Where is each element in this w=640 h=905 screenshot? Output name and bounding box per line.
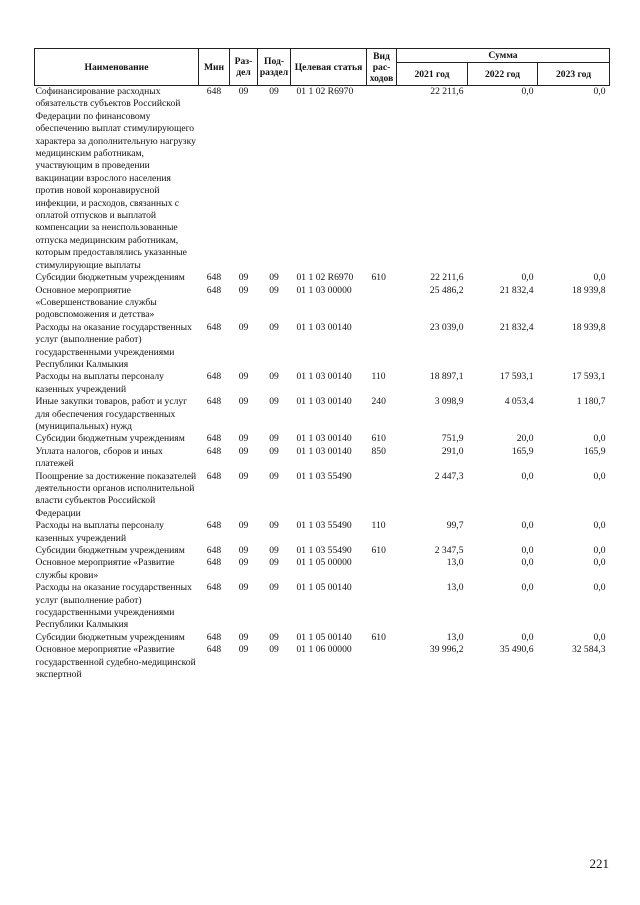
table-row [35, 371, 610, 396]
row-podrazdel-cell: 09 [269, 545, 279, 557]
row-min-cell: 648 [206, 433, 222, 445]
table-row [35, 285, 610, 322]
table-row [35, 545, 610, 557]
row-sum-2021-cell: 2 347,5 [434, 545, 464, 557]
row-celevaya-statya-cell: 01 1 05 00140 [296, 582, 352, 594]
row-podrazdel-cell: 09 [269, 445, 279, 457]
row-sum-2022-cell: 0,0 [521, 470, 534, 482]
row-sum-2021-cell: 25 486,2 [429, 284, 464, 296]
row-podrazdel-cell: 09 [269, 86, 279, 97]
header-celevaya-statya: Целевая статья [291, 49, 367, 86]
page-number: 221 [589, 856, 609, 871]
budget-table-container [34, 48, 609, 682]
row-razdel-cell: 09 [238, 445, 249, 457]
row-vid-rashodov-cell [367, 582, 397, 632]
header-year-2022: 2022 год [468, 63, 538, 86]
row-sum-2023-cell: 18 939,8 [571, 284, 606, 296]
row-podrazdel-cell: 09 [269, 582, 279, 594]
row-sum-2021-cell: 99,7 [446, 520, 464, 532]
row-sum-2022-cell: 165,9 [511, 445, 534, 457]
row-name-cell: Субсидии бюджетным учреждениям [35, 545, 185, 557]
row-sum-2021-cell: 18 897,1 [429, 371, 464, 383]
row-sum-2022-cell: 0,0 [521, 272, 534, 284]
row-vid-rashodov-cell [367, 86, 397, 273]
row-celevaya-statya-cell: 01 1 02 R6970 [296, 86, 354, 97]
row-celevaya-statya-cell: 01 1 03 00140 [296, 371, 352, 383]
table-row [35, 557, 610, 582]
row-name-cell: Субсидии бюджетным учреждениям [35, 272, 185, 284]
row-vid-rashodov-cell [367, 471, 397, 521]
row-celevaya-statya-cell: 01 1 03 00000 [296, 284, 352, 296]
row-razdel-cell: 09 [238, 644, 249, 656]
row-celevaya-statya-cell: 01 1 05 00000 [296, 557, 352, 569]
row-vid-rashodov-cell [367, 322, 397, 372]
table-row [35, 632, 610, 644]
row-vid-rashodov-cell: 110 [371, 520, 386, 532]
row-name-cell: Основное мероприятие «Развитие государственной судебно-медицинской экспертной [35, 644, 196, 681]
row-min-cell: 648 [206, 631, 222, 643]
header-summa: Сумма [397, 49, 610, 63]
row-min-cell: 648 [206, 520, 222, 532]
row-vid-rashodov-cell: 240 [371, 396, 386, 408]
row-min-cell: 648 [206, 470, 222, 482]
table-row [35, 471, 610, 521]
row-razdel-cell: 09 [238, 545, 249, 557]
row-vid-rashodov-cell [367, 557, 397, 582]
row-min-cell: 648 [206, 272, 222, 284]
row-sum-2022-cell: 0,0 [521, 86, 534, 97]
row-celevaya-statya-cell: 01 1 03 55490 [296, 470, 352, 482]
row-name-cell: Поощрение за достижение показателей деятельности органов исполнительной власти субъектов Российской Федерации [35, 470, 197, 519]
row-sum-2022-cell: 0,0 [521, 582, 534, 594]
row-celevaya-statya-cell: 01 1 03 55490 [296, 520, 352, 532]
row-min-cell: 648 [206, 86, 222, 97]
row-sum-2022-cell: 0,0 [521, 631, 534, 643]
row-min-cell: 648 [206, 284, 222, 296]
header-name: Наименование [35, 49, 199, 86]
table-row [35, 272, 610, 284]
header-year-2021: 2021 год [397, 63, 468, 86]
row-name-cell: Софинансирование расходных обязательств субъектов Российской Федерации по финансовому обеспечению выплат стимулирующего характера за дополнительную нагрузку медицинским работникам, участвующим в проведении вакцинации взрослого населения против новой коронавирусной инфекции, и расходов, связанных с оплатой отпусков и выплатой компенсации за неиспользованные отпуска медицинским работникам, которым предоставлялись указанные стимулирующие выплаты [35, 86, 196, 271]
row-sum-2021-cell: 751,9 [441, 433, 464, 445]
row-name-cell: Субсидии бюджетным учреждениям [35, 631, 185, 643]
row-min-cell: 648 [206, 582, 222, 594]
row-sum-2021-cell: 39 996,2 [429, 644, 464, 656]
row-razdel-cell: 09 [238, 520, 249, 532]
row-celevaya-statya-cell: 01 1 06 00000 [296, 644, 352, 656]
row-sum-2023-cell: 0,0 [593, 86, 606, 97]
row-sum-2023-cell: 0,0 [593, 470, 606, 482]
row-razdel-cell: 09 [238, 371, 249, 383]
row-razdel-cell: 09 [238, 321, 249, 333]
row-sum-2021-cell: 3 098,9 [434, 396, 464, 408]
row-sum-2022-cell: 0,0 [521, 545, 534, 557]
row-vid-rashodov-cell: 610 [371, 631, 386, 643]
row-vid-rashodov-cell: 610 [371, 272, 386, 284]
row-sum-2021-cell: 2 447,3 [434, 470, 464, 482]
row-vid-rashodov-cell: 850 [371, 445, 386, 457]
row-sum-2023-cell: 0,0 [593, 520, 606, 532]
row-sum-2021-cell: 13,0 [446, 631, 464, 643]
row-sum-2022-cell: 17 593,1 [499, 371, 534, 383]
header-podrazdel: Под-раздел [258, 49, 291, 86]
row-sum-2021-cell: 13,0 [446, 582, 464, 594]
row-sum-2023-cell: 18 939,8 [571, 321, 606, 333]
row-name-cell: Уплата налогов, сборов и иных платежей [35, 445, 163, 470]
row-vid-rashodov-cell: 110 [371, 371, 386, 383]
row-min-cell: 648 [206, 557, 222, 569]
row-razdel-cell: 09 [238, 272, 249, 284]
header-razdel: Раз-дел [230, 49, 258, 86]
table-row [35, 644, 610, 681]
row-podrazdel-cell: 09 [269, 396, 279, 408]
row-sum-2022-cell: 0,0 [521, 557, 534, 569]
row-razdel-cell: 09 [238, 396, 249, 408]
row-celevaya-statya-cell: 01 1 02 R6970 [296, 272, 354, 284]
row-min-cell: 648 [206, 396, 222, 408]
row-celevaya-statya-cell: 01 1 03 00140 [296, 433, 352, 445]
row-podrazdel-cell: 09 [269, 284, 279, 296]
row-celevaya-statya-cell: 01 1 03 00140 [296, 445, 352, 457]
table-row [35, 582, 610, 632]
row-podrazdel-cell: 09 [269, 644, 279, 656]
row-name-cell: Основное мероприятие «Развитие службы крови» [35, 557, 175, 581]
row-min-cell: 648 [206, 644, 222, 656]
row-sum-2023-cell: 0,0 [593, 582, 606, 594]
row-sum-2023-cell: 0,0 [593, 272, 606, 284]
row-podrazdel-cell: 09 [269, 321, 279, 333]
row-sum-2023-cell: 0,0 [593, 545, 606, 557]
table-row [35, 396, 610, 433]
row-min-cell: 648 [206, 321, 222, 333]
row-sum-2022-cell: 35 490,6 [499, 644, 534, 656]
header-year-2023: 2023 год [538, 63, 610, 86]
row-razdel-cell: 09 [238, 86, 249, 97]
table-row [35, 322, 610, 372]
row-vid-rashodov-cell [367, 644, 397, 681]
row-name-cell: Основное мероприятие «Совершенствование службы родовспоможения и детства» [35, 284, 157, 321]
row-vid-rashodov-cell [367, 285, 397, 322]
row-razdel-cell: 09 [238, 557, 249, 569]
row-sum-2023-cell: 0,0 [593, 433, 606, 445]
row-sum-2022-cell: 20,0 [516, 433, 534, 445]
row-sum-2021-cell: 291,0 [441, 445, 464, 457]
row-razdel-cell: 09 [238, 470, 249, 482]
row-celevaya-statya-cell: 01 1 03 55490 [296, 545, 352, 557]
row-sum-2022-cell: 21 832,4 [499, 284, 534, 296]
row-sum-2023-cell: 32 584,3 [571, 644, 606, 656]
table-row [35, 520, 610, 545]
row-sum-2023-cell: 0,0 [593, 631, 606, 643]
row-razdel-cell: 09 [238, 631, 249, 643]
table-row [35, 433, 610, 445]
header-min: Мин [199, 49, 230, 86]
budget-table [34, 48, 610, 682]
row-celevaya-statya-cell: 01 1 03 00140 [296, 321, 352, 333]
table-row [35, 446, 610, 471]
row-sum-2023-cell: 165,9 [583, 445, 606, 457]
row-sum-2021-cell: 23 039,0 [429, 321, 464, 333]
row-name-cell: Субсидии бюджетным учреждениям [35, 433, 185, 445]
row-podrazdel-cell: 09 [269, 371, 279, 383]
row-name-cell: Расходы на выплаты персоналу казенных учреждений [35, 520, 164, 544]
row-sum-2023-cell: 1 180,7 [576, 396, 606, 408]
row-name-cell: Иные закупки товаров, работ и услуг для обеспечения государственных (муниципальных) нужд [35, 396, 188, 432]
row-min-cell: 648 [206, 371, 222, 383]
row-name-cell: Расходы на оказание государственных услуг (выполнение работ) государственными учреждениями Республики Калмыкия [35, 321, 192, 370]
row-podrazdel-cell: 09 [269, 470, 279, 482]
row-sum-2021-cell: 13,0 [446, 557, 464, 569]
row-vid-rashodov-cell: 610 [371, 433, 386, 445]
row-celevaya-statya-cell: 01 1 05 00140 [296, 631, 352, 643]
row-name-cell: Расходы на выплаты персоналу казенных учреждений [35, 371, 164, 395]
row-podrazdel-cell: 09 [269, 631, 279, 643]
row-razdel-cell: 09 [238, 284, 249, 296]
row-min-cell: 648 [206, 545, 222, 557]
row-sum-2023-cell: 0,0 [593, 557, 606, 569]
row-name-cell: Расходы на оказание государственных услуг (выполнение работ) государственными учреждениями Республики Калмыкия [35, 582, 192, 631]
row-sum-2022-cell: 0,0 [521, 520, 534, 532]
row-sum-2021-cell: 22 211,6 [430, 86, 464, 97]
row-celevaya-statya-cell: 01 1 03 00140 [296, 396, 352, 408]
row-podrazdel-cell: 09 [269, 272, 279, 284]
row-razdel-cell: 09 [238, 582, 249, 594]
row-podrazdel-cell: 09 [269, 557, 279, 569]
table-row [35, 86, 610, 273]
row-sum-2022-cell: 4 053,4 [504, 396, 534, 408]
row-sum-2022-cell: 21 832,4 [499, 321, 534, 333]
row-podrazdel-cell: 09 [269, 520, 279, 532]
row-vid-rashodov-cell: 610 [371, 545, 386, 557]
row-razdel-cell: 09 [238, 433, 249, 445]
row-podrazdel-cell: 09 [269, 433, 279, 445]
row-sum-2021-cell: 22 211,6 [430, 272, 464, 284]
row-sum-2023-cell: 17 593,1 [571, 371, 606, 383]
row-min-cell: 648 [206, 445, 222, 457]
header-vid-rashodov: Вид рас-ходов [367, 49, 397, 86]
